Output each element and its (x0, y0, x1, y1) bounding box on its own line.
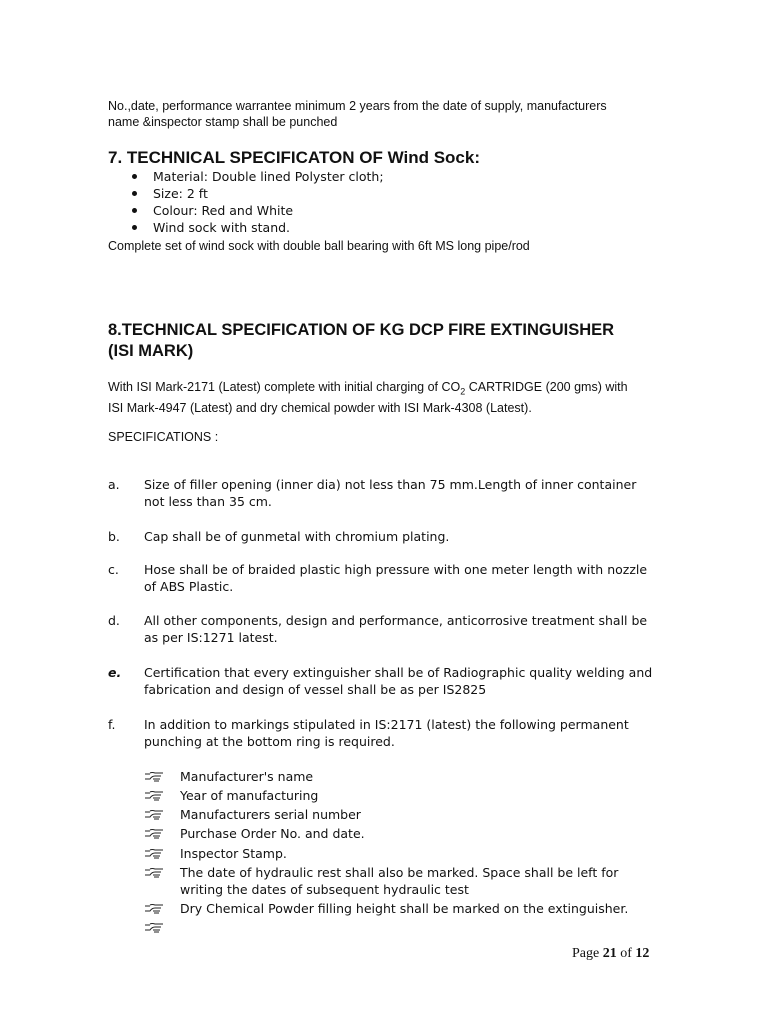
section-8-intro-line-2: ISI Mark-4947 (Latest) and dry chemical powder with ISI Mark-4308 (Latest). (108, 400, 532, 415)
bullet-colour: Colour: Red and White (130, 202, 630, 219)
page-word: Page (572, 946, 600, 961)
co2-subscript: 2 (460, 386, 466, 397)
pointing-hand-icon (144, 847, 164, 859)
item-line: of ABS Plastic. (144, 579, 234, 594)
item-line: not less than 35 cm. (144, 494, 272, 509)
intro-line-2: name &inspector stamp shall be punched (108, 115, 338, 129)
pointing-hand-icon (144, 770, 164, 782)
item-line: fabrication and design of vessel shall be as per IS2825 (144, 682, 487, 697)
intro-paragraph (108, 98, 688, 130)
section-7-heading: 7. TECHNICAL SPECIFICATON OF Wind Sock: (108, 148, 480, 167)
item-line: Hose shall be of braided plastic high pressure with one meter length with nozzle (144, 562, 648, 577)
page-number: 21 (602, 946, 617, 961)
intro-line-1: No.,date, performance warrantee minimum 2 years from the date of supply, manufacturers (108, 99, 607, 113)
item-letter: e. (108, 665, 122, 680)
item-line: All other components, design and performance, anticorrosive treatment shall be (144, 613, 648, 628)
bullet-stand: Wind sock with stand. (130, 219, 630, 236)
pointing-hand-icon (144, 921, 164, 933)
bullet-size: Size: 2 ft (130, 185, 630, 202)
item-letter: c. (108, 562, 119, 577)
item-line: In addition to markings stipulated in IS:2171 (latest) the following permanent (144, 717, 629, 732)
item-letter: a. (108, 477, 120, 492)
pointing-hand-icon (144, 827, 164, 839)
item-letter: d. (108, 613, 120, 628)
section-7-note: Complete set of wind sock with double ball bearing with 6ft MS long pipe/rod (108, 239, 530, 253)
bullet-material: Material: Double lined Polyster cloth; (130, 168, 630, 185)
document-page: No.,date, performance warrantee minimum 2 years from the date of supply, manufacturers name &inspector stamp shall be punched 7. TECHNICAL SPECIFICATON OF Wind Sock: Material: Double lined Polyster cloth; Size: 2 ft Colour: Red and White Wind sock with stand. Complete set of wind sock with double ball bearing with 6ft MS long pipe/rod 8.TECHNICAL SPECIFICATION OF KG DCP FIRE EXTINGUISHER (ISI MARK) With ISI Mark-2171 (Latest) complete with initial charging of $CO_2$ CARTRIDGE (200 gms) with ISI Mark-4947 (Latest) and dry chemical powder with ISI Mark-4308 (Latest). SPECIFICATIONS : a. Size of filler opening (inner dia) not less than 75 mm.Length of inner container not less than 35 cm. b. Cap shall be of gunmetal with chromium plating. c. Hose shall be of braided plastic high pressure with one meter length with nozzle of ABS Plastic. d. All other components, design and performance, anticorrosive treatment shall be as per IS:1271 latest. e. Certification that every extinguisher shall be of Radiographic quality welding and fabrication and design of vessel shall be as per IS2825 f. In addition to markings stipulated in IS:2171 (latest) the following permanent punching at the bottom ring is required. Manufacturer's name Year of manufacturing Manufacturers serial number Purchase Order No. and date. Inspector Stamp. The date of hydraulic rest shall also be marked. Space shall be left for writing the dates of subsequent hydraulic test Dry Chemical Powder filling height shall be marked on the extinguisher. Page 21 of 12 (0, 0, 768, 1024)
page-total: 12 (635, 946, 650, 961)
pointing-hand-icon (144, 866, 164, 878)
section-7-bullet-list (130, 168, 630, 236)
item-letter: b. (108, 529, 120, 544)
specifications-label: SPECIFICATIONS : (108, 430, 219, 444)
section-8-heading-line-1: 8.TECHNICAL SPECIFICATION OF KG DCP FIRE EXTINGUISHER (108, 321, 615, 339)
section-8-heading (108, 320, 708, 362)
of-word: of (620, 946, 632, 961)
section-8-intro-line-1: With ISI Mark-2171 (Latest) complete with initial charging of $CO_2$ CARTRIDGE (200 gms) with (108, 380, 628, 397)
item-line: Certification that every extinguisher shall be of Radiographic quality welding and (144, 665, 653, 680)
pointing-hand-icon (144, 789, 164, 801)
item-line: Cap shall be of gunmetal with chromium plating. (144, 529, 450, 544)
pointing-hand-icon (144, 808, 164, 820)
section-8-intro (108, 379, 698, 416)
item-letter: f. (108, 717, 116, 732)
pointing-hand-icon (144, 902, 164, 914)
section-8-heading-line-2: (ISI MARK) (108, 342, 194, 360)
item-line: Size of filler opening (inner dia) not less than 75 mm.Length of inner container (144, 477, 637, 492)
page-footer (572, 946, 649, 962)
item-line: as per IS:1271 latest. (144, 630, 278, 645)
item-line: punching at the bottom ring is required. (144, 734, 395, 749)
